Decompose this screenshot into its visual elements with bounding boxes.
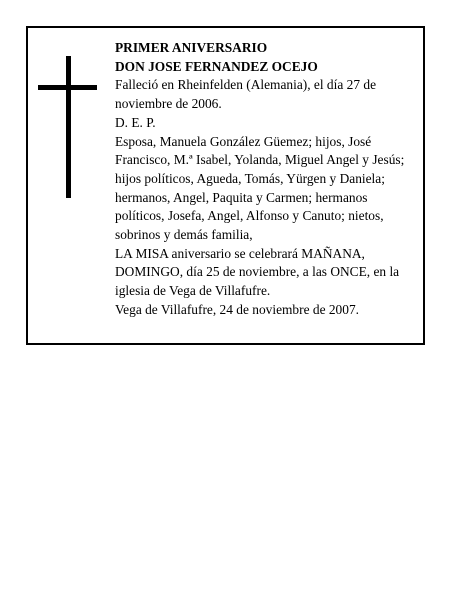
- mass-info: LA MISA aniversario se celebrará MAÑANA, DOMINGO, día 25 de noviembre, a las ONCE, en la iglesia de Vega de Villafufre.: [115, 245, 400, 299]
- deceased-name: DON JOSE FERNANDEZ OCEJO: [115, 58, 318, 74]
- death-info: Falleció en Rheinfelden (Alemania), el día 27 de noviembre de 2006.: [115, 77, 377, 112]
- notice-text: [115, 39, 417, 320]
- obituary-notice: [26, 26, 425, 345]
- cross-horizontal-bar: [38, 85, 97, 90]
- notice-title: PRIMER ANIVERSARIO: [115, 40, 268, 55]
- cross-vertical-bar: [66, 56, 71, 198]
- place-date: Vega de Villafufre, 24 de noviembre de 2007.: [115, 301, 359, 317]
- family-list: Esposa, Manuela González Güemez; hijos, José Francisco, M.ª Isabel, Yolanda, Miguel Angel y Jesús; hijos políticos, Agueda, Tomás, Yürgen y Daniela; hermanos, Angel, Paquita y Carmen; hermanos políticos, Josefa, Angel, Alfonso y Canuto; nietos, sobrinos y demás familia,: [115, 133, 405, 243]
- rip-line: D. E. P.: [115, 114, 156, 130]
